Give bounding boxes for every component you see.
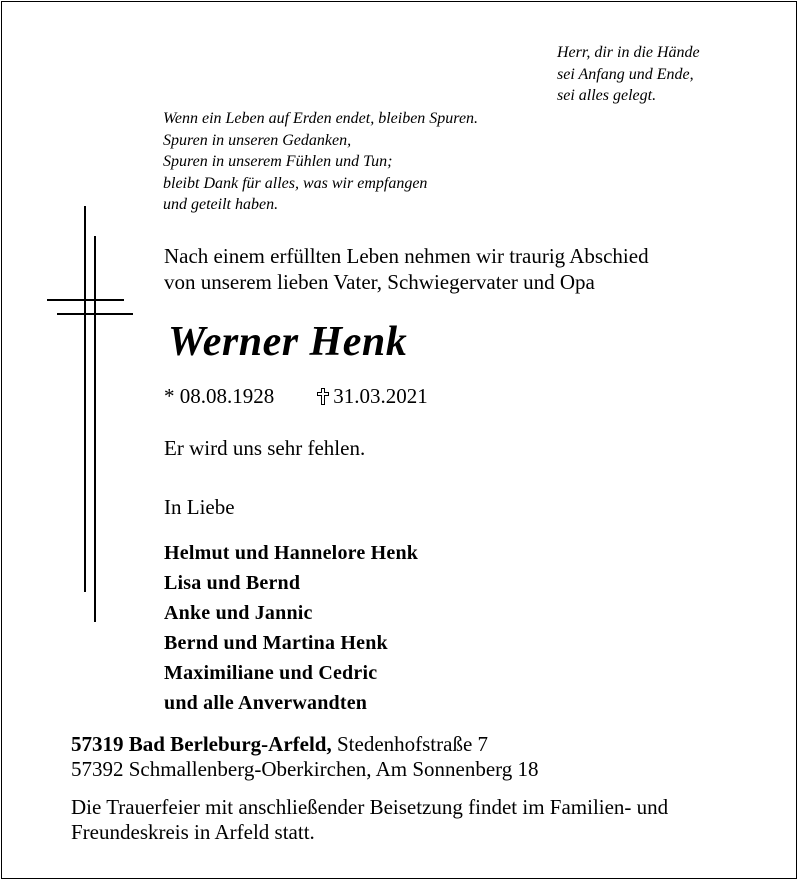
address-line-2: 57392 Schmallenberg-Oberkirchen, Am Sonnenberg 18 xyxy=(71,757,539,781)
cross-vertical-right xyxy=(94,236,96,622)
verse-top: Herr, dir in die Hände sei Anfang und Ende, sei alles gelegt. xyxy=(557,44,700,104)
death-date-group xyxy=(317,384,428,409)
birth-date: * 08.08.1928 xyxy=(164,384,275,408)
mourners-list xyxy=(164,538,418,718)
deceased-name: Werner Henk xyxy=(168,319,408,365)
address-street-1: Stedenhofstraße 7 xyxy=(331,732,489,756)
address-city-bold: 57319 Bad Berleburg-Arfeld, xyxy=(71,732,332,756)
salutation: In Liebe xyxy=(164,495,235,519)
intro-text: Nach einem erfüllten Leben nehmen wir traurig Abschied von unserem lieben Vater, Schwiegervater und Opa xyxy=(164,244,649,294)
mourner: Lisa und Bernd xyxy=(164,572,301,594)
mourner: Maximiliane und Cedric xyxy=(164,662,378,684)
cross-icon xyxy=(317,388,329,405)
verse-main: Wenn ein Leben auf Erden endet, bleiben Spuren. Spuren in unseren Gedanken, Spuren in unserem Fühlen und Tun; bleibt Dank für alles, was wir empfangen und geteilt haben. xyxy=(163,110,479,213)
cross-horizontal-bottom xyxy=(57,313,133,315)
mourner: Bernd und Martina Henk xyxy=(164,632,388,654)
cross-horizontal-top xyxy=(47,299,124,301)
cross-vertical-left xyxy=(84,206,86,592)
life-dates xyxy=(164,384,428,409)
address-line-1 xyxy=(71,732,539,757)
funeral-notice: Die Trauerfeier mit anschließender Beisetzung findet im Familien- und Freundeskreis in Arfeld statt. xyxy=(71,795,669,844)
mourner: Helmut und Hannelore Henk xyxy=(164,542,419,564)
death-date: 31.03.2021 xyxy=(333,384,428,408)
address-block xyxy=(71,732,539,782)
closing-line: Er wird uns sehr fehlen. xyxy=(164,436,366,460)
mourner: und alle Anverwandten xyxy=(164,692,368,714)
mourner: Anke und Jannic xyxy=(164,602,313,624)
